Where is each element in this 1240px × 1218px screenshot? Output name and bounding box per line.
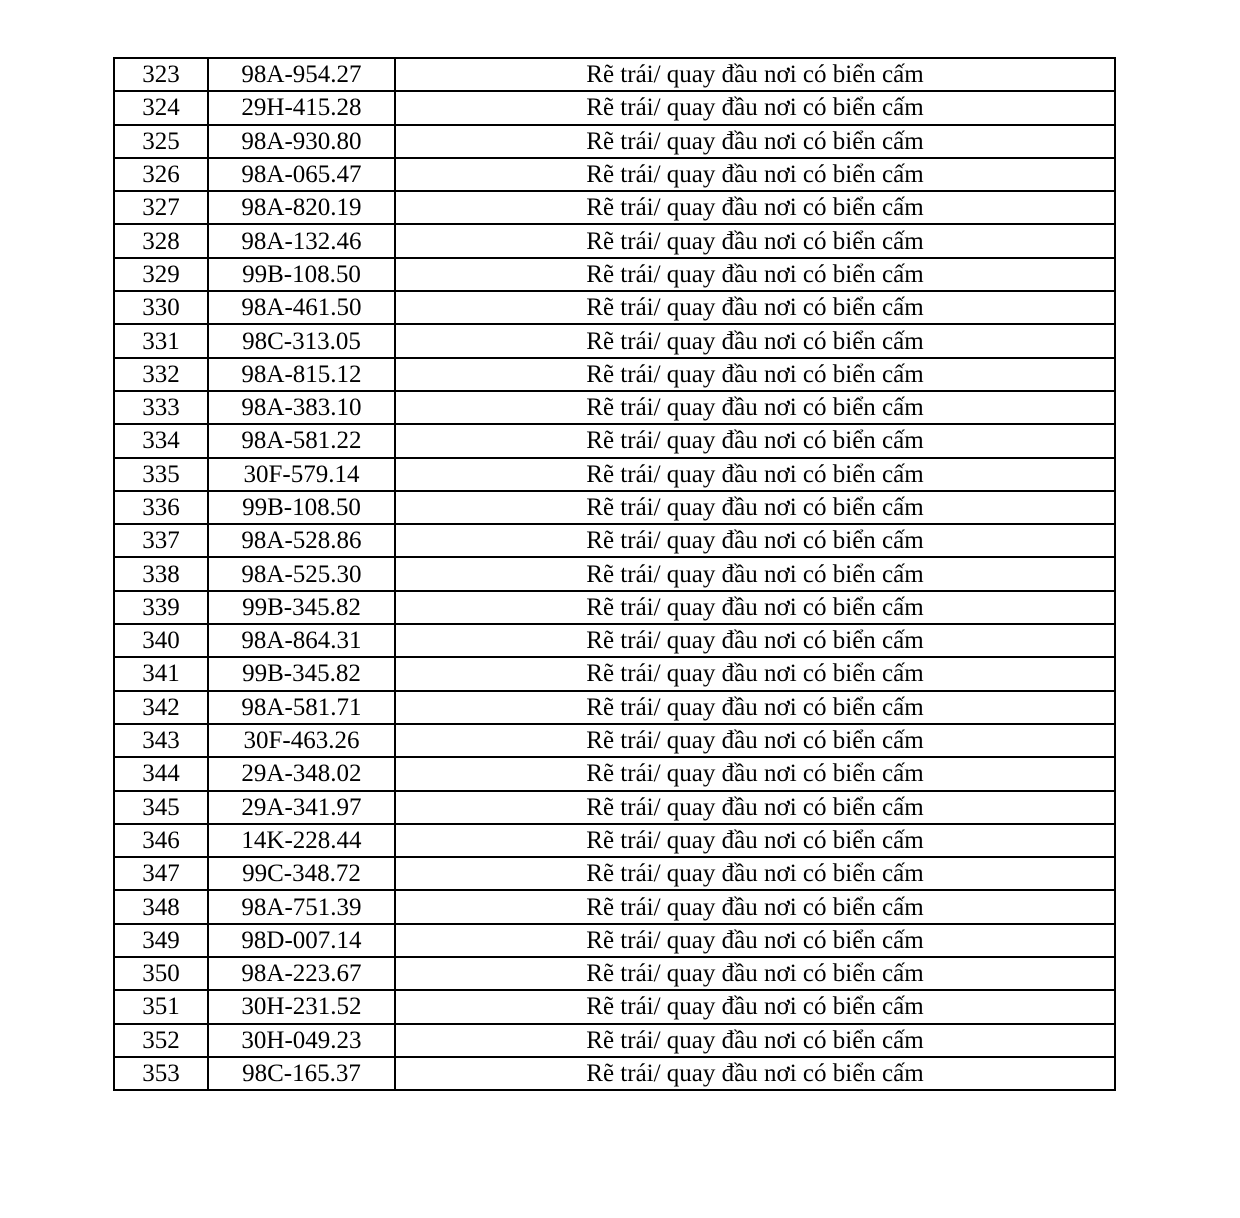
license-plate-cell: 98C-313.05 — [208, 324, 395, 357]
violation-cell: Rẽ trái/ quay đầu nơi có biển cấm — [395, 1057, 1115, 1090]
table-row — [114, 158, 1115, 191]
license-plate-cell: 29H-415.28 — [208, 91, 395, 124]
violation-cell: Rẽ trái/ quay đầu nơi có biển cấm — [395, 791, 1115, 824]
license-plate-cell: 98A-930.80 — [208, 125, 395, 158]
violation-cell: Rẽ trái/ quay đầu nơi có biển cấm — [395, 857, 1115, 890]
table-row — [114, 424, 1115, 457]
table-row — [114, 791, 1115, 824]
table-row — [114, 358, 1115, 391]
table-row — [114, 1057, 1115, 1090]
row-number-cell: 336 — [114, 491, 208, 524]
license-plate-cell: 29A-341.97 — [208, 791, 395, 824]
violation-cell: Rẽ trái/ quay đầu nơi có biển cấm — [395, 524, 1115, 557]
violation-cell: Rẽ trái/ quay đầu nơi có biển cấm — [395, 424, 1115, 457]
table-row — [114, 557, 1115, 590]
table-row — [114, 591, 1115, 624]
violation-cell: Rẽ trái/ quay đầu nơi có biển cấm — [395, 657, 1115, 690]
violation-cell: Rẽ trái/ quay đầu nơi có biển cấm — [395, 557, 1115, 590]
row-number-cell: 325 — [114, 125, 208, 158]
row-number-cell: 353 — [114, 1057, 208, 1090]
table-row — [114, 258, 1115, 291]
license-plate-cell: 98A-528.86 — [208, 524, 395, 557]
table-row — [114, 125, 1115, 158]
license-plate-cell: 30H-231.52 — [208, 990, 395, 1023]
violation-cell: Rẽ trái/ quay đầu nơi có biển cấm — [395, 724, 1115, 757]
table-row — [114, 58, 1115, 91]
table-row — [114, 724, 1115, 757]
license-plate-cell: 99B-345.82 — [208, 657, 395, 690]
license-plate-cell: 98C-165.37 — [208, 1057, 395, 1090]
table-row — [114, 458, 1115, 491]
row-number-cell: 344 — [114, 757, 208, 790]
license-plate-cell: 98A-581.22 — [208, 424, 395, 457]
row-number-cell: 323 — [114, 58, 208, 91]
license-plate-cell: 98A-383.10 — [208, 391, 395, 424]
row-number-cell: 332 — [114, 358, 208, 391]
table-row — [114, 990, 1115, 1023]
violation-cell: Rẽ trái/ quay đầu nơi có biển cấm — [395, 824, 1115, 857]
table-row — [114, 624, 1115, 657]
row-number-cell: 345 — [114, 791, 208, 824]
violation-cell: Rẽ trái/ quay đầu nơi có biển cấm — [395, 391, 1115, 424]
violation-cell: Rẽ trái/ quay đầu nơi có biển cấm — [395, 324, 1115, 357]
table-row — [114, 657, 1115, 690]
license-plate-cell: 30H-049.23 — [208, 1024, 395, 1057]
violation-cell: Rẽ trái/ quay đầu nơi có biển cấm — [395, 125, 1115, 158]
license-plate-cell: 98A-820.19 — [208, 191, 395, 224]
license-plate-cell: 98A-751.39 — [208, 890, 395, 923]
license-plate-cell: 99B-345.82 — [208, 591, 395, 624]
license-plate-cell: 98A-815.12 — [208, 358, 395, 391]
row-number-cell: 342 — [114, 691, 208, 724]
table-row — [114, 691, 1115, 724]
row-number-cell: 347 — [114, 857, 208, 890]
row-number-cell: 331 — [114, 324, 208, 357]
license-plate-cell: 98A-864.31 — [208, 624, 395, 657]
violation-cell: Rẽ trái/ quay đầu nơi có biển cấm — [395, 624, 1115, 657]
row-number-cell: 348 — [114, 890, 208, 923]
row-number-cell: 334 — [114, 424, 208, 457]
row-number-cell: 341 — [114, 657, 208, 690]
license-plate-cell: 98D-007.14 — [208, 924, 395, 957]
violation-cell: Rẽ trái/ quay đầu nơi có biển cấm — [395, 990, 1115, 1023]
table-row — [114, 857, 1115, 890]
row-number-cell: 327 — [114, 191, 208, 224]
violation-cell: Rẽ trái/ quay đầu nơi có biển cấm — [395, 191, 1115, 224]
violation-cell: Rẽ trái/ quay đầu nơi có biển cấm — [395, 757, 1115, 790]
table-row — [114, 324, 1115, 357]
violation-cell: Rẽ trái/ quay đầu nơi có biển cấm — [395, 890, 1115, 923]
license-plate-cell: 99C-348.72 — [208, 857, 395, 890]
row-number-cell: 333 — [114, 391, 208, 424]
violation-cell: Rẽ trái/ quay đầu nơi có biển cấm — [395, 591, 1115, 624]
row-number-cell: 324 — [114, 91, 208, 124]
violations-table — [113, 57, 1116, 1091]
table-row — [114, 91, 1115, 124]
table-row — [114, 291, 1115, 324]
license-plate-cell: 30F-579.14 — [208, 458, 395, 491]
violation-cell: Rẽ trái/ quay đầu nơi có biển cấm — [395, 158, 1115, 191]
license-plate-cell: 98A-581.71 — [208, 691, 395, 724]
table-row — [114, 391, 1115, 424]
license-plate-cell: 98A-065.47 — [208, 158, 395, 191]
table-row — [114, 890, 1115, 923]
violation-cell: Rẽ trái/ quay đầu nơi có biển cấm — [395, 224, 1115, 257]
violation-cell: Rẽ trái/ quay đầu nơi có biển cấm — [395, 58, 1115, 91]
row-number-cell: 335 — [114, 458, 208, 491]
row-number-cell: 340 — [114, 624, 208, 657]
row-number-cell: 337 — [114, 524, 208, 557]
table-row — [114, 957, 1115, 990]
row-number-cell: 339 — [114, 591, 208, 624]
license-plate-cell: 98A-132.46 — [208, 224, 395, 257]
license-plate-cell: 98A-223.67 — [208, 957, 395, 990]
violation-cell: Rẽ trái/ quay đầu nơi có biển cấm — [395, 924, 1115, 957]
violations-table-body — [114, 58, 1115, 1090]
table-row — [114, 824, 1115, 857]
row-number-cell: 349 — [114, 924, 208, 957]
license-plate-cell: 98A-954.27 — [208, 58, 395, 91]
table-row — [114, 191, 1115, 224]
license-plate-cell: 29A-348.02 — [208, 757, 395, 790]
table-row — [114, 491, 1115, 524]
license-plate-cell: 14K-228.44 — [208, 824, 395, 857]
row-number-cell: 343 — [114, 724, 208, 757]
license-plate-cell: 98A-461.50 — [208, 291, 395, 324]
table-row — [114, 924, 1115, 957]
row-number-cell: 330 — [114, 291, 208, 324]
violation-cell: Rẽ trái/ quay đầu nơi có biển cấm — [395, 291, 1115, 324]
row-number-cell: 352 — [114, 1024, 208, 1057]
violation-cell: Rẽ trái/ quay đầu nơi có biển cấm — [395, 691, 1115, 724]
table-row — [114, 224, 1115, 257]
violation-cell: Rẽ trái/ quay đầu nơi có biển cấm — [395, 1024, 1115, 1057]
license-plate-cell: 99B-108.50 — [208, 491, 395, 524]
row-number-cell: 346 — [114, 824, 208, 857]
row-number-cell: 326 — [114, 158, 208, 191]
violation-cell: Rẽ trái/ quay đầu nơi có biển cấm — [395, 258, 1115, 291]
violation-cell: Rẽ trái/ quay đầu nơi có biển cấm — [395, 358, 1115, 391]
violation-cell: Rẽ trái/ quay đầu nơi có biển cấm — [395, 458, 1115, 491]
license-plate-cell: 99B-108.50 — [208, 258, 395, 291]
table-row — [114, 757, 1115, 790]
table-row — [114, 524, 1115, 557]
row-number-cell: 351 — [114, 990, 208, 1023]
violation-cell: Rẽ trái/ quay đầu nơi có biển cấm — [395, 91, 1115, 124]
row-number-cell: 329 — [114, 258, 208, 291]
row-number-cell: 328 — [114, 224, 208, 257]
license-plate-cell: 30F-463.26 — [208, 724, 395, 757]
row-number-cell: 350 — [114, 957, 208, 990]
violation-cell: Rẽ trái/ quay đầu nơi có biển cấm — [395, 957, 1115, 990]
row-number-cell: 338 — [114, 557, 208, 590]
table-row — [114, 1024, 1115, 1057]
license-plate-cell: 98A-525.30 — [208, 557, 395, 590]
violation-cell: Rẽ trái/ quay đầu nơi có biển cấm — [395, 491, 1115, 524]
